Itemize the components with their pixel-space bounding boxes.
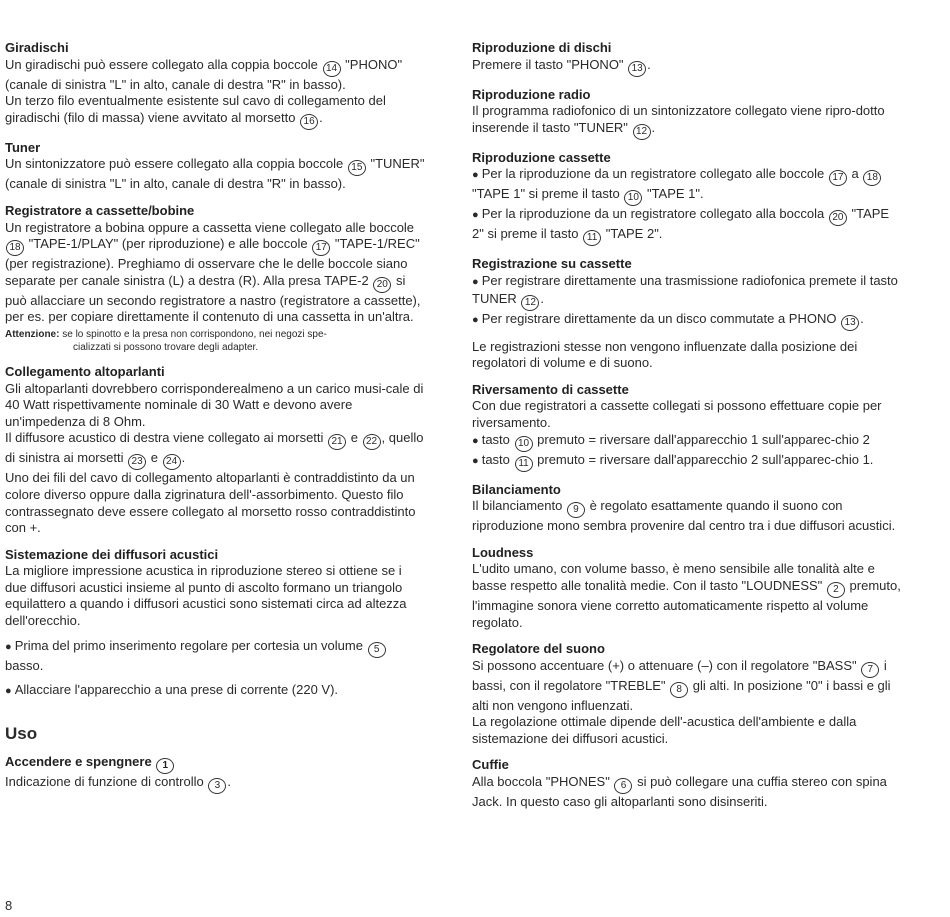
ref-number: 11	[515, 456, 533, 472]
section-title: Cuffie	[472, 757, 509, 773]
bullet-item: ● Per registrare direttamente una trasmissione radiofonica premete il tasto TUNER 12 .	[472, 273, 902, 311]
ref-number: 5	[368, 642, 386, 658]
note-text: se lo spinotto e la presa non corrispondono, nei negozi spe-	[62, 328, 327, 340]
ref-number: 16	[300, 114, 318, 130]
section-regolatore-suono	[472, 641, 902, 747]
section-riproduzione-dischi	[472, 40, 902, 77]
ref-number: 18	[6, 240, 24, 256]
ref-number: 10	[624, 190, 642, 206]
ref-number: 17	[312, 240, 330, 256]
attention-note	[5, 328, 425, 354]
section-title: Sistemazione dei diffusori acustici	[5, 546, 219, 562]
ref-number: 21	[328, 434, 346, 450]
paragraph: Il programma radiofonico di un sintonizzatore collegato viene ripro-dotto inserende il tasto "TUNER" 12 .	[472, 103, 902, 140]
ref-number: 11	[583, 230, 601, 246]
ref-number: 15	[348, 160, 366, 176]
ref-number: 13	[628, 61, 646, 77]
paragraph: Si possono accentuare (+) o attenuare (–) con il regolatore "BASS" 7 i bassi, con il regolatore "TREBLE" 8 gli alti. In posizione "0" i bassi e gli alti non vengono influenzati.	[472, 657, 891, 713]
bullet-item: ● tasto 10 premuto = riversare dall'apparecchio 1 sull'apparec-chio 2	[472, 432, 902, 452]
bullet-item: ● Per la riproduzione da un registratore collegato alla boccola 20 "TAPE 2" si preme il tasto 11 "TAPE 2".	[472, 206, 902, 246]
ref-number: 6	[614, 778, 632, 794]
paragraph: Alla boccola "PHONES" 6 si può collegare una cuffia stereo con spina Jack. In questo caso gli altoparlanti sono disinseriti.	[472, 774, 887, 810]
ref-number: 12	[521, 295, 539, 311]
ref-number: 14	[323, 61, 341, 77]
ref-number: 17	[829, 170, 847, 186]
ref-number: 20	[829, 210, 847, 226]
bullet-item: ● Allacciare l'apparecchio a una prese di corrente (220 V).	[5, 682, 425, 700]
paragraph: Un sintonizzatore può essere collegato alla coppia boccole 15 "TUNER" (canale di sinistra "L" in alto, canale di destra "R" in basso).	[5, 156, 425, 192]
section-title: Regolatore del suono	[472, 641, 605, 657]
ref-number: 18	[863, 170, 881, 186]
section-title: Riproduzione di dischi	[472, 40, 612, 55]
bullet-item: ● tasto 11 premuto = riversare dall'apparecchio 2 sull'apparec-chio 1.	[472, 452, 902, 472]
bullet-item: ● Per la riproduzione da un registratore collegato alle boccole 17 a 18 "TAPE 1" si preme il tasto 10 "TAPE 1".	[472, 166, 902, 206]
ref-number: 1	[156, 758, 174, 774]
paragraph: Con due registratori a cassette collegati si possono effettuare copie per riversamento.	[472, 398, 882, 430]
section-altoparlanti	[5, 364, 425, 537]
section-riproduzione-cassette	[472, 150, 902, 247]
paragraph: Indicazione di funzione di controllo 3 .	[5, 774, 425, 794]
ref-number: 10	[515, 436, 533, 452]
section-accendere	[5, 754, 425, 794]
paragraph: Un terzo filo eventualmente esistente sul cavo di collegamento del giradischi (filo di massa) viene avvitato al morsetto 16 .	[5, 93, 425, 130]
section-bilanciamento	[472, 482, 902, 535]
section-giradischi	[5, 40, 425, 130]
section-riproduzione-radio	[472, 87, 902, 140]
section-title: Riversamento di cassette	[472, 381, 629, 397]
ref-number: 13	[841, 315, 859, 331]
ref-number: 24	[163, 454, 181, 470]
ref-number: 12	[633, 124, 651, 140]
paragraph: La migliore impressione acustica in riproduzione stereo si ottiene se i due diffusori acustici insieme al punto di ascolto formano un triangolo equilattero a quando i diffusori acustici sono sistemati circa ad altezza dell'orecchio.	[5, 563, 407, 629]
note-text: cializzati si possono trovare degli adapter.	[73, 341, 259, 353]
bullet-item: ● Prima del primo inserimento regolare per cortesia un volume 5 basso.	[5, 638, 425, 675]
paragraph: Gli altoparlanti dovrebbero corrisponderealmeno a un carico musi-cale di 40 Watt rispettivamente nominale di 30 Watt e devono avere un'impedenza di 8 Ohm.	[5, 380, 424, 429]
left-column	[5, 40, 425, 804]
bullet-item: ● Per registrare direttamente da un disco commutate a PHONO 13 .	[472, 311, 902, 331]
section-riversamento	[472, 382, 902, 472]
paragraph: Premere il tasto "PHONO" 13 .	[472, 57, 902, 77]
section-title: Loudness	[472, 544, 534, 560]
ref-number: 8	[670, 682, 688, 698]
section-tuner	[5, 140, 425, 193]
section-title: Bilanciamento	[472, 481, 561, 497]
section-title: Registratore a cassette/bobine	[5, 202, 195, 218]
section-loudness	[472, 545, 902, 631]
section-title: Accendere e spengnere 1	[5, 754, 425, 774]
ref-number: 23	[128, 454, 146, 470]
ref-number: 20	[373, 277, 391, 293]
section-sistemazione	[5, 547, 425, 700]
paragraph: Il diffusore acustico di destra viene collegato ai morsetti 21 e 22 , quello di sinistra ai morsetti 23 e 24 .	[5, 430, 425, 470]
section-title: Riproduzione cassette	[472, 149, 611, 165]
paragraph: Le registrazioni stesse non vengono influenzate dalla posizione dei regolatori di volume e di suono.	[472, 338, 858, 371]
section-title: Registrazione su cassette	[472, 256, 632, 272]
ref-number: 9	[567, 502, 585, 518]
paragraph: L'udito umano, con volume basso, è meno sensibile alle tonalità alte e basse respetto alle tonalità medie. Con il tasto "LOUDNESS" 2 premuto, l'immagine sonora viene corretto automaticamente rispetto al volume regolato.	[472, 561, 901, 630]
paragraph: La regolazione ottimale dipende dell'-acustica dell'ambiente e dalla sistemazione dei diffusori acustici.	[472, 714, 857, 746]
section-registratore	[5, 203, 425, 354]
chapter-heading: Uso	[5, 723, 38, 743]
section-title: Tuner	[5, 139, 41, 155]
paragraph: Un registratore a bobina oppure a cassetta viene collegato alle boccole 18 "TAPE-1/PLAY" (per riproduzione) e alle boccole 17 "TAPE-1/REC" (per registrazione). Preghiamo di osservare che le delle boccole siano separate per canale sinistra (L) a destra (R). Alla presa TAPE-2 20 si può allacciare un secondo registratore a nastro (registratore a cassette), per es. per copiare direttamente il contenuto di una cassetta in un'altra.	[5, 219, 421, 325]
right-column	[472, 40, 902, 821]
section-registrazione	[472, 256, 902, 371]
ref-number: 22	[363, 434, 381, 450]
section-title: Collegamento altoparlanti	[5, 363, 165, 379]
section-title: Riproduzione radio	[472, 86, 591, 102]
ref-number: 3	[208, 778, 226, 794]
ref-number: 2	[827, 582, 845, 598]
note-label: Attenzione:	[5, 328, 60, 340]
section-cuffie	[472, 757, 902, 810]
paragraph: Il bilanciamento 9 è regolato esattamente quando il suono con riproduzione mono sembra provenire dal centro tra i due diffusori acustici.	[472, 498, 896, 534]
paragraph: Uno dei fili del cavo di collegamento altoparlanti è contraddistinto da un colore diverso oppure dalla zigrinatura dell'-assorbimento. Questo filo contrassegnato deve essere collegato al morsetto rosso contraddistinto con +.	[5, 470, 416, 536]
paragraph: Un giradischi può essere collegato alla coppia boccole 14 "PHONO" (canale di sinistra "L" in alto, canale di destra "R" in basso).	[5, 56, 403, 92]
ref-number: 7	[861, 662, 879, 678]
section-title: Giradischi	[5, 40, 69, 55]
page-number: 8	[5, 898, 13, 913]
